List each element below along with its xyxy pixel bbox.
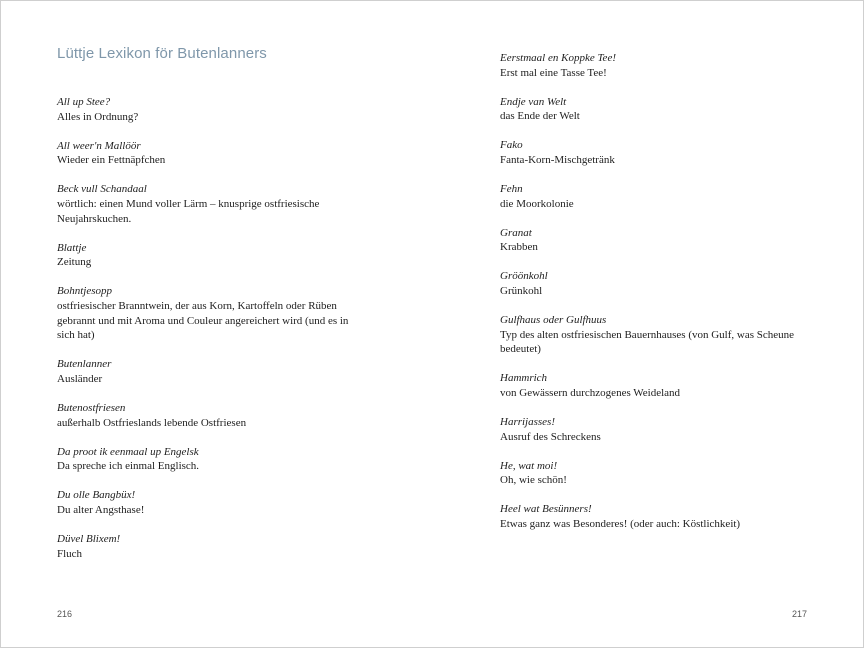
lexicon-entry <box>500 226 810 255</box>
entry-term: Düvel Blixem! <box>57 532 121 545</box>
entry-definition: Ausländer <box>57 372 103 385</box>
entry-definition: Zeitung <box>57 256 92 269</box>
entry-definition: wörtlich: einen Mund voller Lärm – knusprige ostfriesische Neujahrskuchen. <box>57 197 320 225</box>
entry-term: Hammrich <box>500 372 548 385</box>
lexicon-entry <box>500 138 810 167</box>
entry-list-right <box>500 51 810 546</box>
entry-definition: Fluch <box>57 547 83 560</box>
lexicon-entry <box>500 269 810 298</box>
entry-definition: Erst mal eine Tasse Tee! <box>500 66 607 79</box>
entry-definition: Fanta-Korn-Mischgetränk <box>500 153 615 166</box>
entry-term: Granat <box>500 226 532 239</box>
entry-term: Fako <box>500 139 523 152</box>
entry-term: Butenostfriesen <box>57 401 126 414</box>
entry-definition: Da spreche ich einmal Englisch. <box>57 460 200 473</box>
entry-definition: das Ende der Welt <box>500 110 580 123</box>
lexicon-entry <box>57 532 362 561</box>
page-number-right: 217 <box>791 609 807 619</box>
lexicon-entry <box>500 95 810 124</box>
entry-definition: die Moorkolonie <box>500 197 574 210</box>
entry-definition: außerhalb Ostfrieslands lebende Ostfriesen <box>57 416 247 429</box>
entry-term: All weer'n Mallöör <box>57 139 141 152</box>
lexicon-entry <box>57 95 362 124</box>
lexicon-entry <box>500 502 810 531</box>
entry-definition: Typ des alten ostfriesischen Bauernhauses (von Gulf, was Scheune bedeutet) <box>500 328 795 356</box>
entry-term: Heel wat Besünners! <box>500 503 592 516</box>
lexicon-entry <box>57 182 362 226</box>
entry-term: Butenlanner <box>57 358 112 371</box>
lexicon-entry <box>57 284 362 342</box>
lexicon-entry <box>500 415 810 444</box>
entry-term: Gulfhaus oder Gulfhuus <box>500 314 607 327</box>
entry-term: Endje van Welt <box>500 95 567 108</box>
entry-definition: Etwas ganz was Besonderes! (oder auch: Köstlichkeit) <box>500 518 741 531</box>
entry-definition: Krabben <box>500 241 538 254</box>
entry-term: Eerstmaal en Koppke Tee! <box>500 52 616 64</box>
entry-term: Da proot ik eenmaal up Engelsk <box>57 445 199 458</box>
entry-term: All up Stee? <box>57 96 111 108</box>
entry-term: Gröönkohl <box>500 270 548 283</box>
entry-term: Fehn <box>500 183 523 196</box>
entry-definition: Oh, wie schön! <box>500 474 567 487</box>
lexicon-entry <box>57 241 362 270</box>
right-page <box>432 1 863 647</box>
entry-definition: Du alter Angsthase! <box>57 503 145 516</box>
left-page <box>1 1 432 647</box>
entry-term: Bohntjesopp <box>57 285 112 298</box>
entry-list-left <box>57 95 362 576</box>
lexicon-entry <box>500 371 810 400</box>
lexicon-entry <box>57 139 362 168</box>
entry-term: Beck vull Schandaal <box>57 183 147 196</box>
page-title: Lüttje Lexikon för Butenlanners <box>57 45 267 62</box>
lexicon-entry <box>500 51 810 80</box>
page-number-left: 216 <box>57 609 73 619</box>
entry-definition: Grünkohl <box>500 285 543 298</box>
entry-term: He, wat moi! <box>500 459 558 472</box>
entry-definition: ostfriesischer Branntwein, der aus Korn, Kartoffeln oder Rüben gebrannt und mit Aroma und Couleur angereichert wird (und es in sich hat) <box>57 299 349 342</box>
lexicon-entry <box>500 459 810 488</box>
entry-definition: Ausruf des Schreckens <box>500 430 601 443</box>
entry-term: Blattje <box>57 241 87 254</box>
entry-definition: Alles in Ordnung? <box>57 110 139 123</box>
entry-definition: von Gewässern durchzogenes Weideland <box>500 387 681 399</box>
entry-term: Harrijasses! <box>500 416 556 429</box>
lexicon-entry <box>57 445 362 474</box>
lexicon-entry <box>57 401 362 430</box>
lexicon-entry <box>57 357 362 386</box>
lexicon-entry <box>500 182 810 211</box>
lexicon-entry <box>500 313 810 357</box>
entry-definition: Wieder ein Fettnäpfchen <box>57 154 166 167</box>
lexicon-entry <box>57 488 362 517</box>
entry-term: Du olle Bangbüx! <box>57 489 136 502</box>
